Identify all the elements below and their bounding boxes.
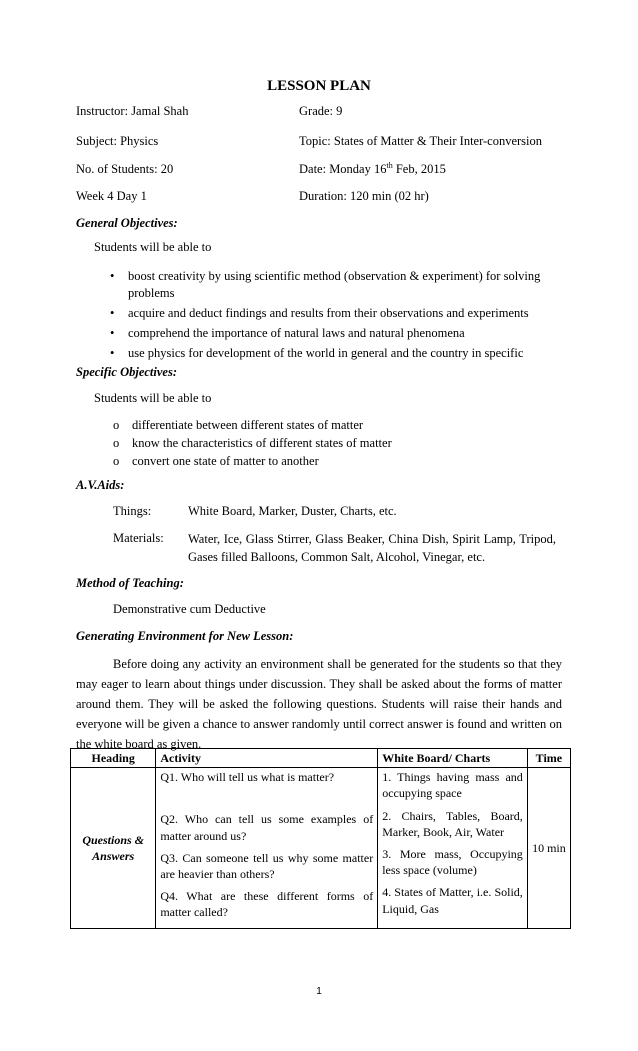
specific-objectives-list — [113, 417, 533, 471]
things-value: White Board, Marker, Duster, Charts, etc. — [188, 504, 397, 518]
board-item: 1. Things having mass and occupying space — [382, 770, 523, 801]
instructor-field: Instructor: Jamal Shah — [76, 104, 189, 118]
page-number: 1 — [316, 986, 322, 997]
column-header-heading: Heading — [71, 749, 156, 768]
general-objectives-lead: Students will be able to — [94, 240, 212, 254]
grade-field: Grade: 9 — [299, 104, 343, 118]
method-value: Demonstrative cum Deductive — [113, 602, 266, 616]
date-superscript: th — [386, 161, 393, 170]
topic-field: Topic: States of Matter & Their Inter-conversion — [299, 134, 543, 148]
board-item: 3. More mass, Occupying less space (volume) — [382, 846, 523, 878]
activity-cell — [156, 768, 378, 928]
list-item: • acquire and deduct findings and results from their observations and experiments — [110, 305, 550, 322]
column-header-time: Time — [527, 749, 570, 768]
list-item: o differentiate between different states of matter — [113, 417, 533, 434]
environment-paragraph: Before doing any activity an environment shall be generated for the students so that they may eager to learn about things under discussion. They shall be asked about the forms of matter around them. They will be asked the following questions. Students will raise their hands and everyone will be given a chance to answer randomly until correct answer is found and written on the white board as given. — [76, 657, 562, 751]
subject-field: Subject: Physics — [76, 134, 159, 148]
method-heading: Method of Teaching: — [76, 576, 184, 590]
general-objectives-list — [110, 268, 550, 364]
list-item: • boost creativity by using scientific method (observation & experiment) for solving problems — [110, 268, 550, 302]
table-header-row — [71, 749, 571, 768]
board-item: 4. States of Matter, i.e. Solid, Liquid, Gas — [382, 885, 523, 916]
row-heading-cell: Questions & Answers — [71, 768, 156, 928]
students-field: No. of Students: 20 — [76, 162, 174, 176]
column-header-activity: Activity — [156, 749, 378, 768]
specific-objectives-heading: Specific Objectives: — [76, 365, 177, 379]
environment-heading: Generating Environment for New Lesson: — [76, 629, 294, 643]
av-aids-heading: A.V.Aids: — [76, 478, 125, 492]
lesson-table — [70, 748, 571, 929]
board-cell — [378, 768, 528, 928]
general-objectives-heading: General Objectives: — [76, 216, 178, 230]
column-header-board: White Board/ Charts — [378, 749, 528, 768]
document-title: LESSON PLAN — [267, 78, 371, 94]
time-cell: 10 min — [527, 768, 570, 928]
date-field — [299, 161, 446, 178]
date-text: Date: Monday 16 — [299, 162, 387, 177]
list-item: o know the characteristics of different states of matter — [113, 435, 533, 452]
activity-item: Q2. Who can tell us some examples of matter around us? — [160, 812, 374, 843]
materials-label: Materials: — [113, 531, 164, 545]
board-item: 2. Chairs, Tables, Board, Marker, Book, Air, Water — [382, 808, 523, 839]
list-item: • comprehend the importance of natural laws and natural phenomena — [110, 325, 550, 342]
list-item: • use physics for development of the world in general and the country in specific — [110, 345, 550, 362]
table-row — [71, 768, 571, 928]
activity-item: Q3. Can someone tell us why some matter are heavier than others? — [160, 850, 374, 881]
materials-value: Water, Ice, Glass Stirrer, Glass Beaker, China Dish, Spirit Lamp, Tripod, Gases filled Balloons, Common Salt, Alcohol, Vinegar, etc. — [188, 532, 556, 565]
list-item: o convert one state of matter to another — [113, 453, 533, 470]
specific-objectives-lead: Students will be able to — [94, 391, 212, 405]
activity-item: Q4. What are these different forms of matter called? — [160, 889, 374, 920]
week-field: Week 4 Day 1 — [76, 189, 147, 203]
duration-field: Duration: 120 min (02 hr) — [299, 189, 429, 203]
things-label: Things: — [113, 504, 152, 518]
date-text-rest: Feb, 2015 — [392, 162, 446, 177]
activity-item: Q1. Who will tell us what is matter? — [160, 770, 335, 785]
